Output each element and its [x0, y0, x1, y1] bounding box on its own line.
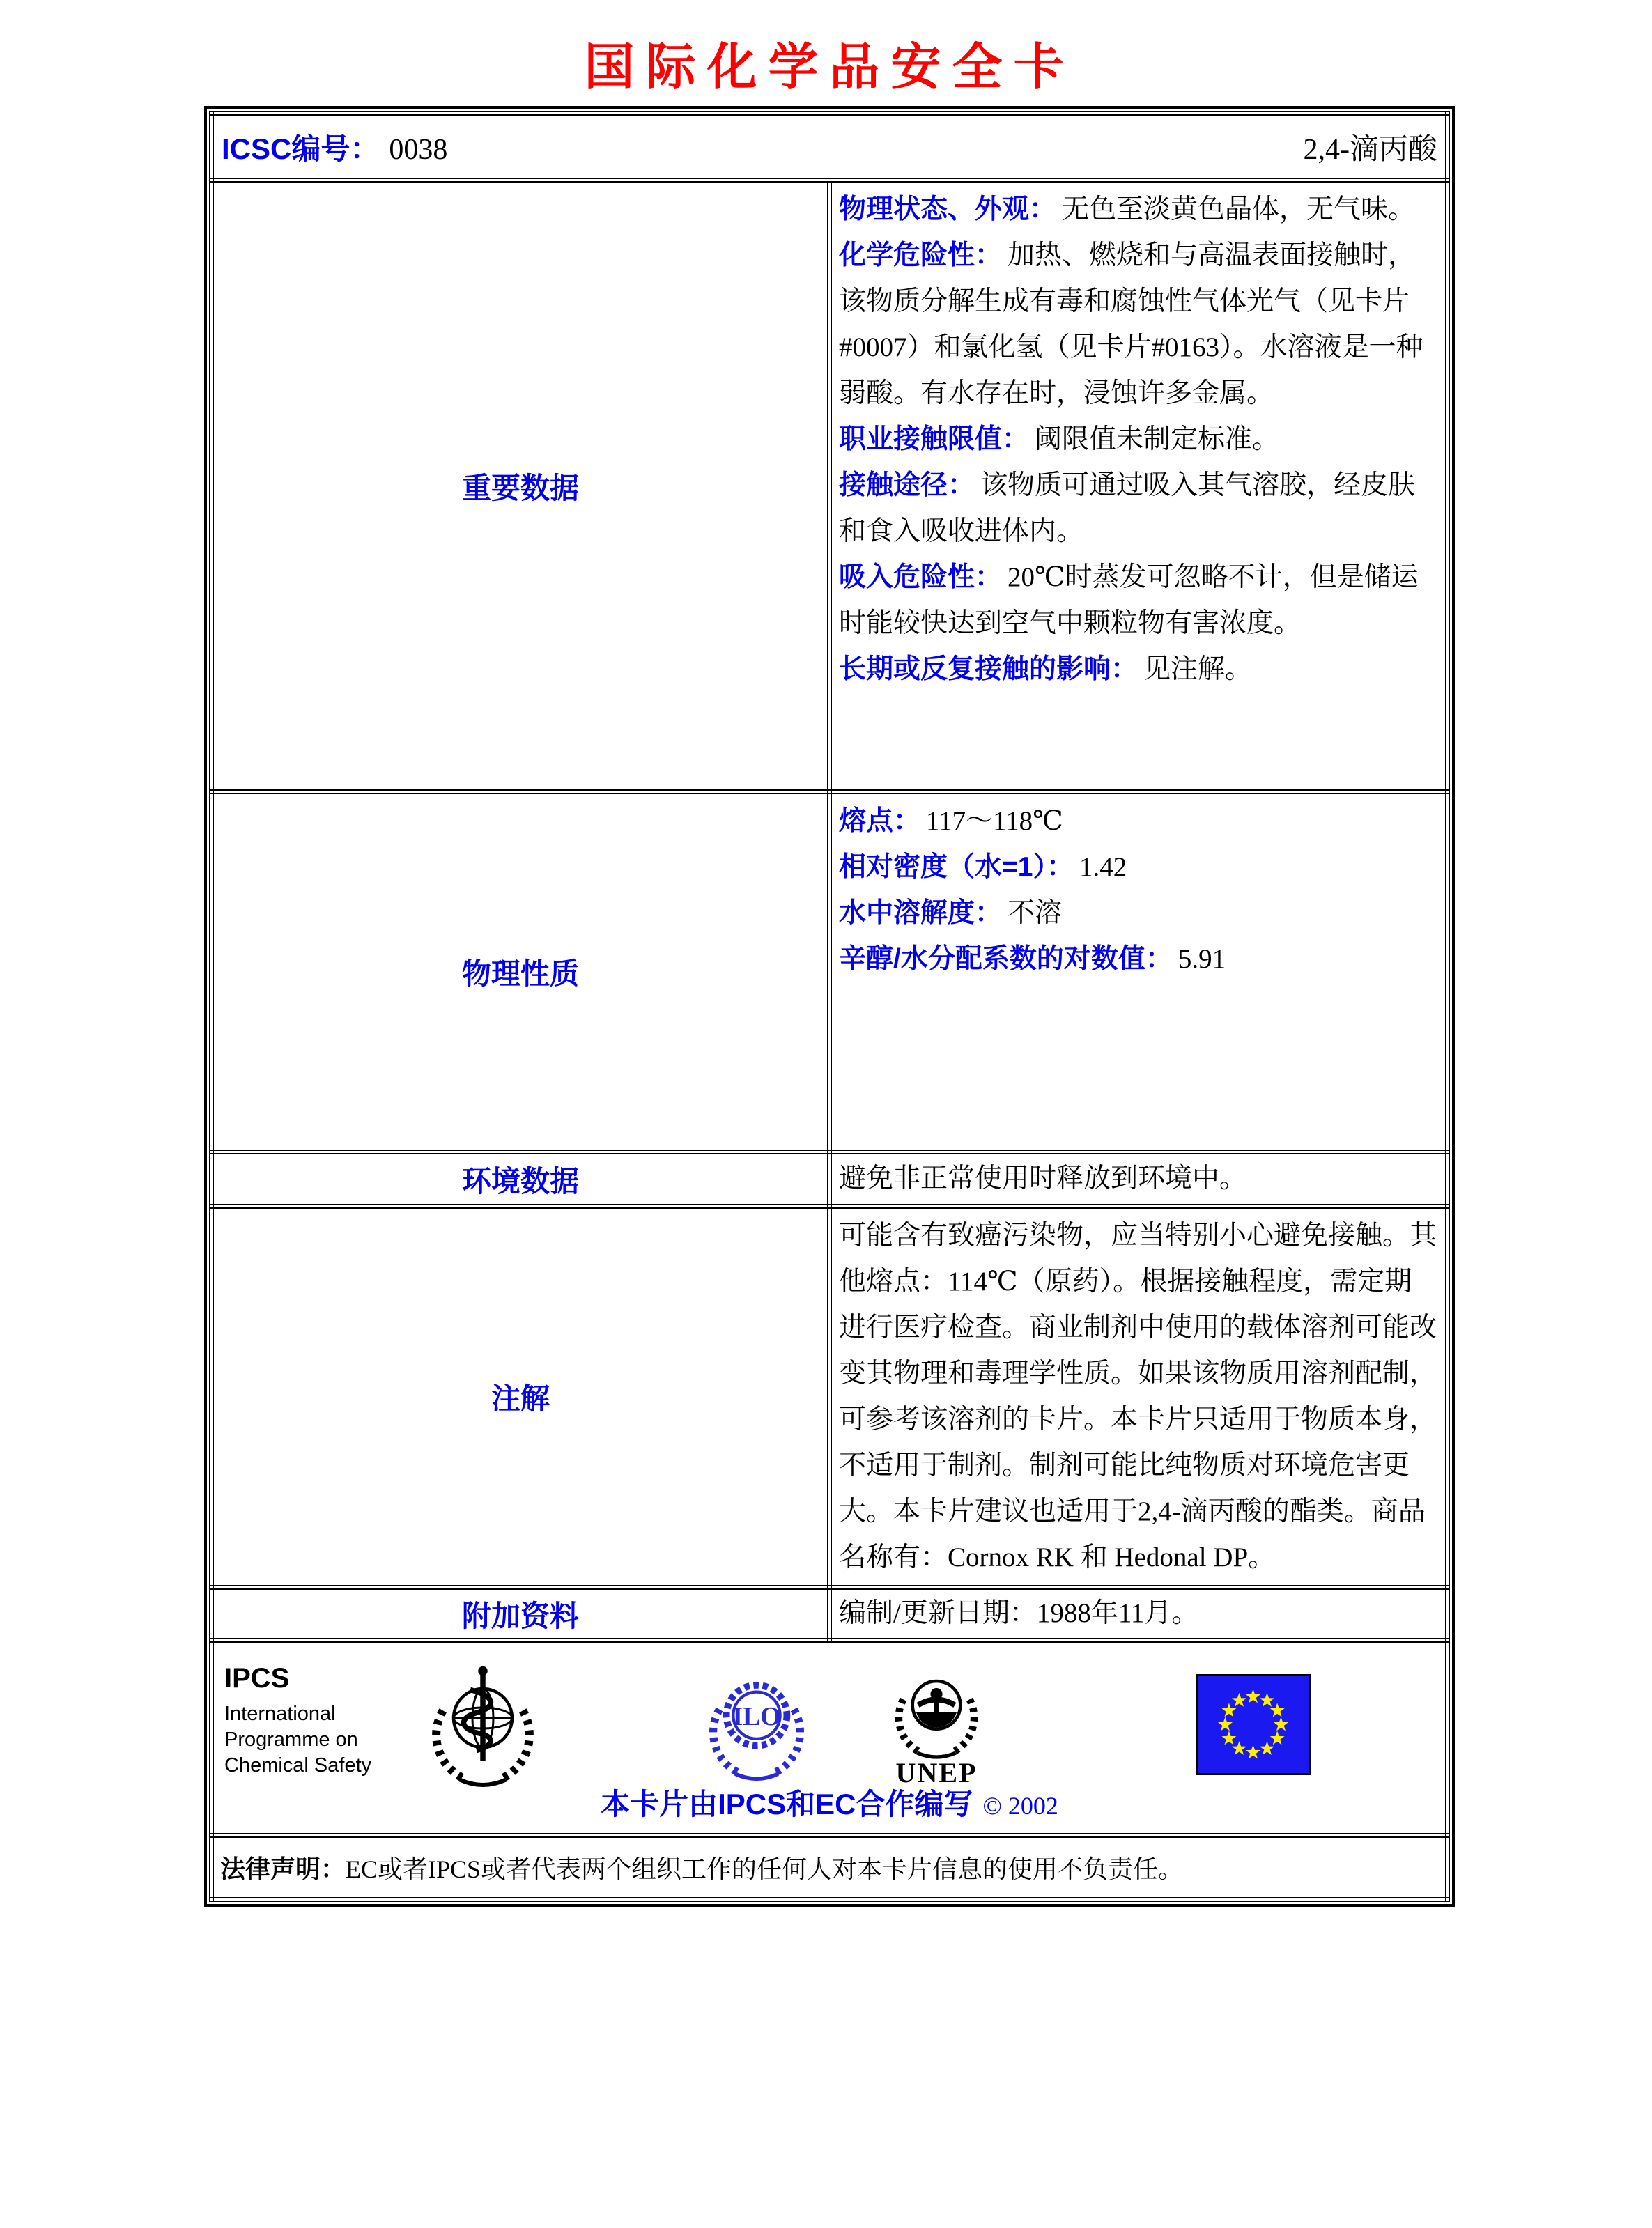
unep-logo-word: UNEP: [895, 1757, 978, 1788]
important-item: 长期或反复接触的影响： 见注解。: [839, 654, 1253, 684]
notes-content: [830, 1207, 1448, 1588]
copyright-text: © 2002: [982, 1792, 1058, 1820]
important-item: 化学危险性： 加热、燃烧和与高温表面接触时，该物质分解生成有毒和腐蚀性气体光气（见卡片#0007）和氯化氢（见卡片#0163）。水溶液是一种弱酸。有水存在时，浸蚀许多金属。: [839, 240, 1423, 408]
safety-card-table-frame: [204, 106, 1455, 1907]
environmental-data-content: 避免非正常使用时释放到环境中。: [830, 1152, 1448, 1207]
physical-item: 水中溶解度： 不溶: [839, 898, 1063, 928]
legal-notice-label: 法律声明：: [220, 1855, 346, 1883]
icsc-number-label: ICSC编号：: [222, 132, 380, 165]
section-label-physical: 物理性质: [212, 792, 830, 1152]
notes-row: [212, 1207, 1448, 1588]
eu-flag: [1196, 1674, 1311, 1775]
section-label-additional: 附加资料: [212, 1588, 830, 1641]
ipcs-acronym: IPCS: [224, 1663, 290, 1694]
ilo-logo-letters: ILO: [732, 1702, 781, 1732]
physical-item: 熔点： 117～118℃: [839, 806, 1063, 836]
important-item: 职业接触限值： 阈限值未制定标准。: [839, 424, 1280, 454]
safety-card-table: [209, 111, 1450, 1902]
icsc-number-value: 0038: [389, 133, 448, 166]
unep-logo-block: [890, 1659, 982, 1789]
section-label-important: 重要数据: [212, 180, 830, 792]
important-item: 物理状态、外观： 无色至淡黄色晶体，无气味。: [839, 194, 1416, 224]
ilo-logo-icon: [708, 1659, 805, 1781]
environmental-data-row: [212, 1152, 1448, 1207]
important-item: 接触途径： 该物质可通过吸入其气溶胶，经皮肤和食入吸收进体内。: [839, 470, 1416, 546]
additional-info-row: [212, 1588, 1448, 1641]
header-row: [212, 114, 1448, 180]
physical-properties-row: [212, 792, 1448, 1152]
additional-info-content: 编制/更新日期：1988年11月。: [830, 1588, 1448, 1641]
section-label-notes: 注解: [212, 1207, 830, 1588]
physical-item: 相对密度（水=1）： 1.42: [839, 852, 1127, 882]
legal-notice-row: [212, 1836, 1448, 1900]
logos-row: [212, 1641, 1448, 1836]
physical-properties-content: [830, 792, 1448, 1152]
chemical-name: 2,4-滴丙酸: [1303, 133, 1437, 166]
important-data-row: [212, 180, 1448, 792]
physical-item: 辛醇/水分配系数的对数值： 5.91: [839, 944, 1226, 974]
important-item: 吸入危险性： 20℃时蒸发可忽略不计，但是储运时能较快达到空气中颗粒物有害浓度。: [839, 562, 1419, 638]
who-logo-icon: [431, 1659, 535, 1788]
legal-notice: 法律声明：EC或者IPCS或者代表两个组织工作的任何人对本卡片信息的使用不负责任。: [220, 1855, 1184, 1883]
ipcs-text-block: IPCS International Programme on Chemical Safety: [224, 1659, 407, 1779]
unep-logo-icon: [890, 1659, 982, 1763]
page-title: 国际化学品安全卡: [584, 40, 1075, 95]
section-label-environment: 环境数据: [212, 1152, 830, 1207]
notes-text: 可能含有致癌污染物，应当特别小心避免接触。其他熔点：114℃（原药）。根据接触程度，需定期进行医疗检查。商业制剂中使用的载体溶剂可能改变其物理和毒理学性质。如果该物质用溶剂配制，可参考该溶剂的卡片。本卡片只适用于物质本身，不适用于制剂。制剂可能比纯物质对环境危害更大。本卡片建议也适用于2,4-滴丙酸的酯类。商品名称有：Cornox RK 和 Hedonal DP。: [839, 1221, 1437, 1572]
footer-caption: 本卡片由IPCS和EC合作编写 © 2002: [601, 1788, 1058, 1820]
important-data-content: [830, 180, 1448, 792]
logo-strip: [215, 1643, 1444, 1789]
